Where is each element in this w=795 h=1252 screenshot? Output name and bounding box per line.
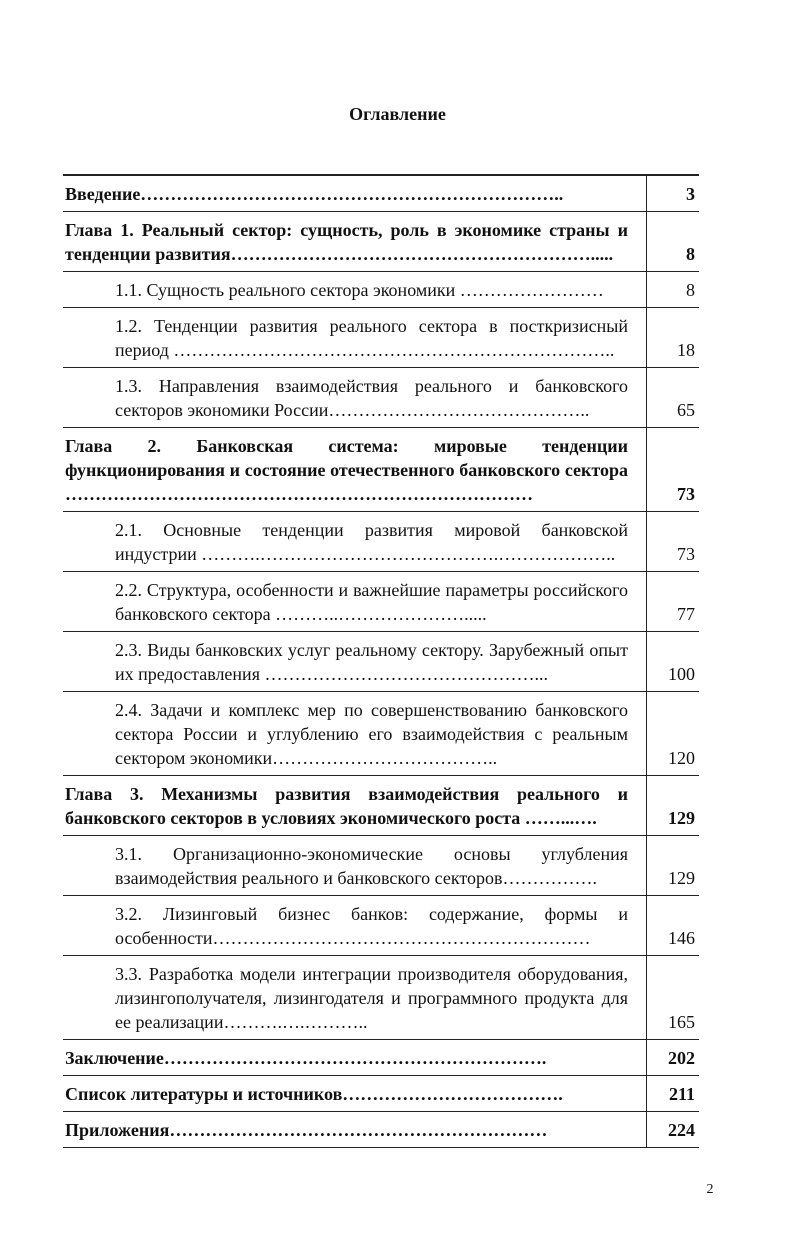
toc-entry-title: 2.1. Основные тенденции развития мировой банковской индустрии ……….………………………………….……………….. <box>63 512 647 572</box>
toc-entry-page: 120 <box>647 692 700 776</box>
toc-chapter-row <box>63 776 699 836</box>
toc-entry-page: 146 <box>647 896 700 956</box>
toc-chapter-row <box>63 1112 699 1148</box>
toc-entry-page: 3 <box>647 175 700 212</box>
toc-section-row <box>63 272 699 308</box>
toc-entry-page: 100 <box>647 632 700 692</box>
toc-entry-title: 1.1. Сущность реального сектора экономики …………………… <box>63 272 647 308</box>
toc-entry-title: Приложения……………………………………………………… <box>63 1112 647 1148</box>
toc-section-row <box>63 512 699 572</box>
toc-entry-page: 77 <box>647 572 700 632</box>
toc-entry-page: 73 <box>647 428 700 512</box>
page-number: 2 <box>706 1182 714 1197</box>
toc-entry-page: 8 <box>647 272 700 308</box>
toc-entry-page: 224 <box>647 1112 700 1148</box>
toc-entry-title: 2.2. Структура, особенности и важнейшие параметры российского банковского сектора ………..…………………..... <box>63 572 647 632</box>
toc-section-row <box>63 836 699 896</box>
toc-entry-page: 211 <box>647 1076 700 1112</box>
toc-entry-page: 65 <box>647 368 700 428</box>
toc-chapter-row <box>63 428 699 512</box>
toc-entry-title: 3.2. Лизинговый бизнес банков: содержание, формы и особенности……………………………………………………… <box>63 896 647 956</box>
toc-entry-title: 2.4. Задачи и комплекс мер по совершенствованию банковского сектора России и углублению его взаимодействия с реальным сектором экономики……………………………….. <box>63 692 647 776</box>
toc-entry-title: Введение…………………………………………………………….. <box>63 175 647 212</box>
toc-entry-title: Глава 2. Банковская система: мировые тенденции функционирования и состояние отечественного банковского сектора …………………………………………………………………… <box>63 428 647 512</box>
table-of-contents <box>63 174 699 1148</box>
toc-section-row <box>63 572 699 632</box>
toc-entry-title: Глава 3. Механизмы развития взаимодействия реального и банковского секторов в условиях экономического роста ……...…. <box>63 776 647 836</box>
toc-entry-title: 2.3. Виды банковских услуг реальному сектору. Зарубежный опыт их предоставления ………………………………………... <box>63 632 647 692</box>
toc-entry-page: 202 <box>647 1040 700 1076</box>
toc-entry-title: 3.3. Разработка модели интеграции производителя оборудования, лизингополучателя, лизингодателя и программного продукта для ее реализации……….….……….. <box>63 956 647 1040</box>
toc-entry-title: Список литературы и источников………………………………. <box>63 1076 647 1112</box>
toc-section-row <box>63 956 699 1040</box>
toc-entry-page: 129 <box>647 776 700 836</box>
toc-body <box>63 175 699 1148</box>
toc-entry-page: 165 <box>647 956 700 1040</box>
toc-chapter-row <box>63 1076 699 1112</box>
toc-entry-title: 1.3. Направления взаимодействия реального и банковского секторов экономики России…………………………………….. <box>63 368 647 428</box>
toc-entry-page: 8 <box>647 212 700 272</box>
toc-chapter-row <box>63 212 699 272</box>
page-title: Оглавление <box>349 104 446 124</box>
toc-entry-page: 18 <box>647 308 700 368</box>
toc-section-row <box>63 692 699 776</box>
toc-entry-title: 3.1. Организационно-экономические основы углубления взаимодействия реального и банковского секторов……………. <box>63 836 647 896</box>
toc-entry-page: 73 <box>647 512 700 572</box>
toc-chapter-row <box>63 175 699 212</box>
toc-entry-page: 129 <box>647 836 700 896</box>
toc-section-row <box>63 896 699 956</box>
toc-section-row <box>63 368 699 428</box>
toc-entry-title: 1.2. Тенденции развития реального сектора в посткризисный период ……………………………………………………………….. <box>63 308 647 368</box>
toc-entry-title: Заключение………………………………………………………. <box>63 1040 647 1076</box>
toc-chapter-row <box>63 1040 699 1076</box>
toc-section-row <box>63 632 699 692</box>
toc-entry-title: Глава 1. Реальный сектор: сущность, роль в экономике страны и тенденции развития……………………………………………………..... <box>63 212 647 272</box>
toc-section-row <box>63 308 699 368</box>
